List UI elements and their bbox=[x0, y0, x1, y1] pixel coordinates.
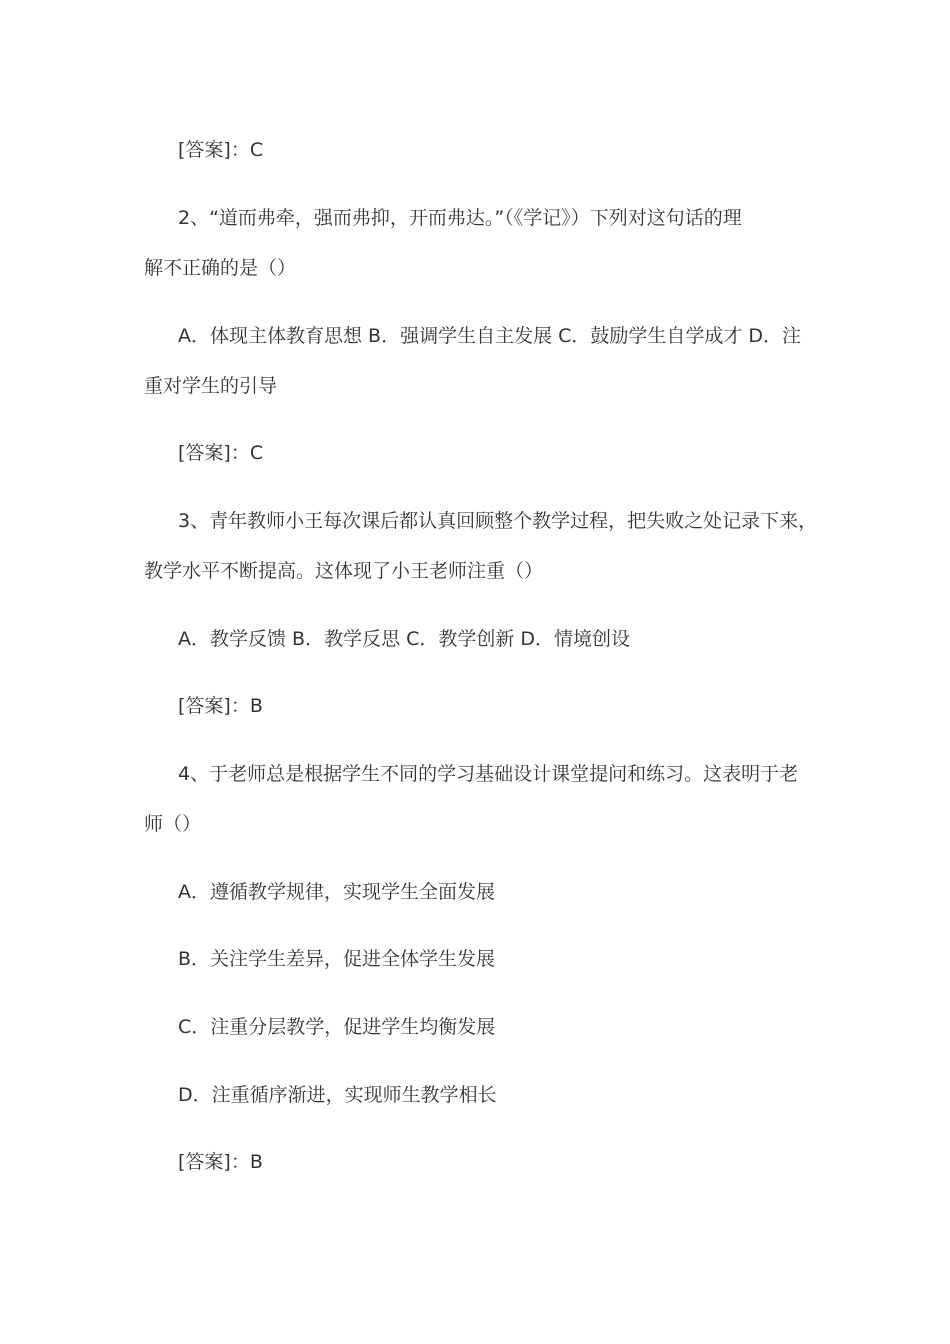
answer-4: [答案]：B bbox=[178, 1151, 263, 1173]
question-2-options-line-2: 重对学生的引导 bbox=[144, 375, 278, 397]
question-3-options: A．教学反馈 B．教学反思 C．教学创新 D．情境创设 bbox=[178, 628, 631, 650]
answer-1: [答案]：C bbox=[178, 139, 264, 161]
question-4-option-b: B．关注学生差异，促进全体学生发展 bbox=[178, 948, 496, 970]
question-3-line-1: 3、青年教师小王每次课后都认真回顾整个教学过程，把失败之处记录下来， bbox=[178, 510, 818, 532]
question-4-line-1: 4、于老师总是根据学生不同的学习基础设计课堂提问和练习。这表明于老 bbox=[178, 763, 799, 785]
question-3-line-2: 教学水平不断提高。这体现了小王老师注重（） bbox=[144, 560, 544, 582]
question-2-line-1: 2、“道而弗牵，强而弗抑，开而弗达。”（《学记》）下列对这句话的理 bbox=[178, 207, 742, 229]
question-4-option-d: D．注重循序渐进，实现师生教学相长 bbox=[178, 1084, 497, 1106]
answer-2: [答案]：C bbox=[178, 442, 264, 464]
question-4-option-c: C．注重分层教学，促进学生均衡发展 bbox=[178, 1016, 496, 1038]
answer-3: [答案]：B bbox=[178, 695, 263, 717]
question-2-line-2: 解不正确的是（） bbox=[144, 257, 297, 279]
question-4-line-2: 师（） bbox=[144, 813, 202, 835]
question-4-option-a: A．遵循教学规律，实现学生全面发展 bbox=[178, 881, 495, 903]
question-2-options-line-1: A．体现主体教育思想 B．强调学生自主发展 C．鼓励学生自学成才 D．注 bbox=[178, 325, 802, 347]
